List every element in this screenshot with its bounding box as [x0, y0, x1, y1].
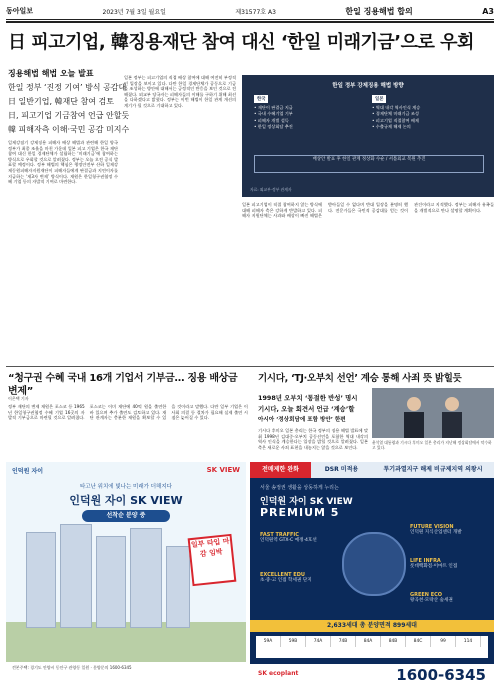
infobox-right-item: • 수출규제 해제 논의	[372, 124, 411, 130]
story3-headline: 기시다, ‘TJ·오부치 선언’ 계승 통해 사죄 뜻 밝힐듯	[258, 373, 462, 384]
unit-type-cell: 114	[456, 636, 481, 647]
ad-right-unit-table	[256, 636, 488, 658]
unit-type-cell: 74A	[306, 636, 331, 647]
sk-ecoplant-logo: SK ecoplant	[258, 670, 299, 677]
masthead-rule	[6, 19, 494, 20]
infobox-left-cap: 한국	[254, 95, 268, 103]
ad-right-emblem	[342, 532, 406, 596]
building-shape	[166, 546, 190, 628]
ad-left-footer: 견본주택: 경기도 안양시 동안구 관양동 일원 · 분양문의 1600-6345	[6, 662, 246, 688]
building-shape	[60, 524, 92, 628]
issue-date: 2023년 7월 3일 월요일	[102, 8, 166, 16]
main-headline: 日 피고기업, 韓징용재단 참여 대신 ‘한일 미래기금’으로 우회	[8, 32, 474, 53]
ad-right-tab: DSR 미적용	[324, 466, 359, 473]
leaders-photo-caption: 윤석열 대통령과 기시다 후미오 일본 총리가 지난해 정상회담에서 악수하고 있다.	[372, 440, 492, 450]
ad-left-stamp: 일부 타입 마감 임박	[188, 534, 237, 586]
infobox-right-item: • 역대 내각 역사인식 계승	[372, 105, 421, 110]
ad-right-feature: EXCELLENT EDU 초·중·고 인접 학세권 단지	[260, 572, 312, 583]
infobox-bar: 배상안 발표 후 한일 관계 정상화 수순 / 셔틀외교 복원 추진	[254, 155, 484, 173]
unit-type-cell: 74B	[331, 636, 356, 647]
ad-right-tab: 투기과열지구 해제 비규제지역 의왕시	[383, 466, 483, 473]
story3-subhead-1: 1998년 오부치 ‘통절한 반성’ 명시	[258, 394, 358, 402]
issue-number: 제31577호 A3	[235, 8, 276, 16]
building-shape	[130, 528, 162, 628]
section-title: 한일 징용해법 합의	[345, 6, 413, 16]
subhead-1: 징용해법 해법 오늘 발표	[8, 69, 94, 78]
unit-type-cell: 84C	[406, 636, 431, 647]
ad-left-brand2: SK VIEW	[206, 466, 240, 474]
ad-right-feature: FAST TRAFFIC 인덕원역 GTX-C 예정·4호선	[260, 532, 317, 543]
ad-left-brand: 인덕원 자이	[12, 468, 44, 475]
unit-type-cell: 59A	[256, 636, 281, 647]
masthead	[6, 4, 494, 18]
ad-left-ground	[6, 622, 246, 662]
unit-type-cell: 99	[431, 636, 456, 647]
infobox-right-cap: 일본	[372, 95, 386, 103]
story3-subhead-2: 기시다, 오늘 회견서 언급 ‘계승’할	[258, 405, 355, 413]
unit-type-cell: 84A	[356, 636, 381, 647]
leaders-photo-figures	[372, 388, 494, 438]
infobox-right-item: • 피고기업 직접참여 배제	[372, 117, 419, 123]
leaders-photo	[372, 388, 494, 438]
main-body-col3: 일본 피고기업이 직접 참여하지 않는 방식에 대해 피해자 측은 강하게 반발하고 있다. 피해자 지원단체는 사과와 배상이 빠진 해법은 받아들일 수 없다며 반대 입장을 분명히 했다. 전문가들은 국민적 공감대를 얻는 것이 관건이라고 지적했다. 정부는 피해자 유족들을 개별적으로 만나 설명할 계획이다.	[242, 202, 494, 219]
ad-left-badge: 선착순 분양 중	[82, 510, 170, 522]
section-divider	[6, 366, 494, 367]
main-body-col1: 일제강점기 강제징용 피해자 배상 해법과 관련해 한일 양국 정부가 최종 조율을 마친 가운데 일본 피고 기업은 한국 재단 참여 대신 한일 경제단체가 설립하는 ‘미래기금’에 참여하는 방식으로 우회할 것으로 알려졌다. 정부는 오늘 오전 공식 발표할 예정이다. 정부 해법의 핵심은 행정안전부 산하 일제강제동원피해자지원재단이 피해자들에게 판결금과 지연이자를 지급하는 ‘제3자 변제’ 방식이다. 재원은 한일청구권협정 수혜 기업 등의 자발적 기여로 마련한다.	[8, 140, 118, 185]
story2-body: 정부 재단의 변제 재원은 포스코 등 1965년 한일청구권협정 수혜 기업 16곳의 자발적 기부금으로 마련될 것으로 알려졌다. 포스코는 이미 재단에 40억 원을 출연한 바 있으며 추가 출연도 검토하고 있다. 재단 관계자는 충분한 재원을 확보할 수 있을 것이라고 말했다. 다만 일부 기업은 이사회 의결 등 절차가 필요해 실제 출연 시점은 늦어질 수 있다.	[8, 404, 248, 421]
subhead-5: 韓 피해자측 이해·국민 공감 미지수	[8, 125, 130, 134]
infobox-left-item: • 재단이 판결금 지급	[254, 105, 293, 110]
infobox-right-list	[372, 105, 484, 131]
ad-right-tab: 전매제한 완화	[250, 462, 311, 478]
unit-type-cell: 84B	[381, 636, 406, 647]
infobox-left-item: • 피해자 개별 설득	[254, 117, 289, 123]
ad-left-title: 인덕원 자이 SK VIEW	[69, 494, 183, 507]
infobox-left-item: • 한일 정상회담 추진	[254, 124, 293, 130]
ad-left-tagline: 타고난 위치에 빛나는 미래가 더해지다	[79, 484, 172, 490]
ad-right-feature: LIFE INFRA 롯데백화점·이마트 인접	[410, 558, 458, 569]
ad-right-price-bar: 2,633세대 총 분양면적 899세대	[250, 620, 494, 632]
infobox	[242, 75, 494, 197]
subhead-3: 日 일반기업, 韓재단 참여 검토	[8, 97, 114, 106]
infobox-left-item: • 국내 수혜기업 기부	[254, 111, 293, 117]
ad-right-phone[interactable]: 1600-6345	[396, 666, 486, 684]
infobox-source: 자료: 외교부·정부 관계자	[250, 187, 292, 192]
ad-right-feature: FUTURE VISION 인덕원 지식산업센터 개발	[410, 524, 462, 535]
page-number: A3	[482, 6, 494, 16]
masthead-thick-rule	[6, 21, 494, 23]
infobox-right-item: • 경제단체 미래기금 조성	[372, 111, 419, 117]
ad-right-line1: 서울 송정권 생활을 상동하게 누리는	[260, 485, 339, 491]
ad-right-header	[250, 462, 494, 478]
story2-headline: “청구권 수혜 국내 16개 기업서 기부금… 징용 배상금 변제”	[8, 373, 238, 397]
story3-subhead-3: 아시아 ‘정상회담에 포함 방안’ 한편	[258, 417, 346, 423]
ad-left[interactable]	[6, 462, 246, 688]
building-shape	[96, 536, 126, 628]
story3-body: 기시다 후미오 일본 총리는 한국 정부의 징용 해법 발표에 맞춰 1998년 김대중-오부치 공동선언을 포함한 역대 내각의 역사 인식을 계승한다는 입장을 밝힐 것으로 알려졌다. 일본 측은 새로운 사죄 표현을 내놓지는 않을 것으로 보인다.	[258, 428, 368, 450]
ad-right-feature: GREEN ECO 왕곡천·모락산 숲세권	[410, 592, 453, 603]
building-shape	[26, 532, 56, 628]
subhead-2: 한일 정부 ‘진정 기여’ 방식 공감대	[8, 83, 127, 92]
ad-right[interactable]	[250, 462, 494, 688]
ad-right-line3: PREMIUM 5	[260, 506, 340, 519]
main-body-col2: 일본 정부는 피고기업의 직접 배상 참여에 대해 여전히 부정적인 입장을 보이고 있다. 다만 한일 경제단체가 공동으로 기금을 조성하는 방안에 대해서는 긍정적인 반응을 보인 것으로 전해졌다. 외교부 당국자는 피해자들의 이해를 구하기 위해 최선을 다하겠다고 밝혔다. 정부는 이번 해법이 한일 관계 개선의 계기가 될 것으로 기대하고 있다.	[124, 75, 236, 108]
unit-type-cell: 59B	[281, 636, 306, 647]
story2-byline: 이은택 기자	[8, 396, 29, 401]
infobox-left-list	[254, 105, 366, 131]
ad-right-bottom	[250, 664, 494, 688]
subhead-4: 日, 피고기업 기금참여 언급 안할듯	[8, 111, 130, 120]
ad-right-line2: 인덕원 자이 SK VIEW	[260, 497, 353, 507]
infobox-title: 한일 정부 강제징용 해법 방향	[332, 83, 404, 89]
newspaper-logo: 동아일보	[6, 7, 34, 15]
